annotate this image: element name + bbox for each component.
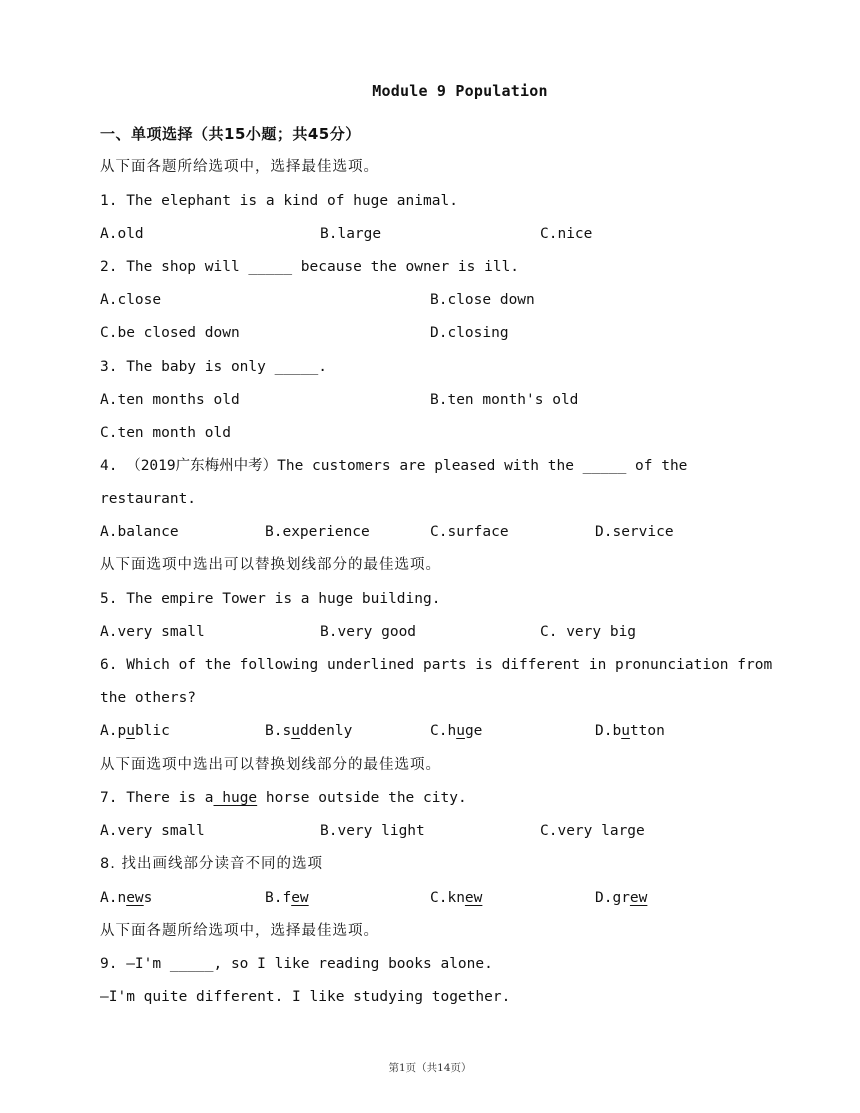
question-8-option-c: C.knew [430,890,483,906]
question-3-option-a: A.ten months old [100,392,240,408]
document-title: Module 9 Population [372,82,548,100]
question-7-option-b: B.very light [320,823,425,839]
question-2-option-b: B.close down [430,292,535,308]
question-8-option-a: A.news [100,890,153,906]
question-2-option-a: A.close [100,292,162,308]
question-6-stem-line-2: the others? [100,690,197,706]
question-3-stem: 3. The baby is only _____. [100,359,327,375]
question-5-option-c: C. very big [540,624,637,640]
question-8-stem: 8. 找出画线部分读音不同的选项 [100,856,323,872]
question-9-stem-line-2: —I'm quite different. I like studying together. [100,989,511,1005]
question-2-option-c: C.be closed down [100,325,240,341]
question-1-option-c: C.nice [540,226,593,242]
question-4-stem-line-1: 4. （2019广东梅州中考）The customers are pleased with the _____ of the [100,458,688,474]
question-8-option-d: D.grew [595,890,648,906]
question-4-option-a: A.balance [100,524,179,540]
question-7-stem: 7. There is a huge horse outside the city. [100,790,467,806]
instruction-4: 从下面各题所给选项中，选择最佳选项。 [100,923,379,939]
question-3-option-c: C.ten month old [100,425,231,441]
question-3-option-b: B.ten month's old [430,392,579,408]
question-5-option-b: B.very good [320,624,417,640]
question-4-option-b: B.experience [265,524,370,540]
question-1-option-b: B.large [320,226,382,242]
question-4-stem-line-2: restaurant. [100,491,197,507]
question-8-option-b: B.few [265,890,309,906]
question-1-stem: 1. The elephant is a kind of huge animal. [100,193,458,209]
question-2-option-d: D.closing [430,325,509,341]
question-6-stem-line-1: 6. Which of the following underlined parts is different in pronunciation from [100,657,773,673]
instruction-1: 从下面各题所给选项中，选择最佳选项。 [100,159,379,175]
question-4-option-d: D.service [595,524,674,540]
question-4-option-c: C.surface [430,524,509,540]
section-heading: 一、单项选择（共15小题；共45分） [100,125,361,143]
question-9-stem-line-1: 9. —I'm _____, so I like reading books alone. [100,956,493,972]
question-5-option-a: A.very small [100,624,205,640]
question-1-option-a: A.old [100,226,144,242]
question-5-stem: 5. The empire Tower is a huge building. [100,591,441,607]
question-7-option-c: C.very large [540,823,645,839]
instruction-3: 从下面选项中选出可以替换划线部分的最佳选项。 [100,757,441,773]
question-6-option-b: B.suddenly [265,723,353,739]
question-6-option-a: A.public [100,723,170,739]
question-6-option-d: D.button [595,723,665,739]
question-6-option-c: C.huge [430,723,483,739]
question-2-stem: 2. The shop will _____ because the owner is ill. [100,259,520,275]
instruction-2: 从下面选项中选出可以替换划线部分的最佳选项。 [100,557,441,573]
page-footer: 第1页（共14页） [388,1062,472,1074]
question-7-option-a: A.very small [100,823,205,839]
